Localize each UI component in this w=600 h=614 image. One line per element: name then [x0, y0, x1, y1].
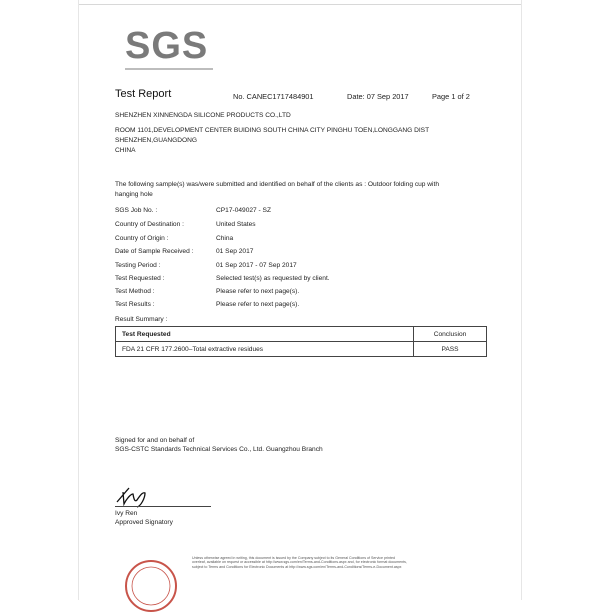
field-value: 01 Sep 2017: [216, 248, 254, 255]
client-address-line1: ROOM 1101,DEVELOPMENT CENTER BUIDING SOUTH CHINA CITY PINGHU TOEN,LONGGANG DIST: [115, 127, 430, 134]
column-header-test: Test Requested: [116, 327, 414, 342]
signature-line: [115, 506, 211, 507]
field-label: Test Method :: [115, 288, 155, 295]
field-label: Test Requested :: [115, 275, 165, 282]
field-value: Selected test(s) as requested by client.: [216, 275, 330, 282]
client-address-line3: CHINA: [115, 147, 136, 154]
footer-line2: overleaf, available on request or accessible at http://www.sgs.com/en/Terms-and-Conditions.aspx and, for electronic format documents,: [192, 560, 407, 565]
field-value: China: [216, 235, 234, 242]
red-seal-stamp: [123, 558, 179, 614]
logo-underline: [125, 68, 213, 70]
signature-graphic: [115, 480, 195, 508]
column-header-conclusion: Conclusion: [414, 327, 487, 342]
field-value: CP17-049027 - SZ: [216, 207, 271, 214]
field-value: Please refer to next page(s).: [216, 288, 300, 295]
field-value: 01 Sep 2017 - 07 Sep 2017: [216, 262, 297, 269]
field-label: SGS Job No. :: [115, 207, 158, 214]
field-label: Date of Sample Received :: [115, 248, 194, 255]
report-number: No. CANEC1717484901: [233, 92, 314, 101]
client-name: SHENZHEN XINNENGDA SILICONE PRODUCTS CO.,LTD: [115, 112, 291, 119]
result-test-cell: FDA 21 CFR 177.2600–Total extractive residues: [116, 342, 414, 357]
report-title: Test Report: [115, 88, 172, 100]
intro-line2: hanging hole: [115, 191, 153, 198]
report-page: [78, 0, 522, 600]
field-label: Testing Period :: [115, 262, 161, 269]
result-summary-heading: Result Summary :: [115, 316, 168, 323]
field-label: Country of Origin :: [115, 235, 169, 242]
footer-line1: Unless otherwise agreed in writing, this document is issued by the Company subject to its General Conditions of Service printed: [192, 556, 395, 560]
signed-on-behalf: Signed for and on behalf of: [115, 437, 195, 444]
field-label: Test Results :: [115, 301, 155, 308]
result-conclusion-cell: PASS: [414, 342, 487, 357]
sgs-logo: [125, 24, 215, 68]
result-table: [115, 326, 487, 357]
intro-line1: The following sample(s) was/were submitted and identified on behalf of the clients as : Outdoor folding cup with: [115, 181, 440, 188]
footer-line3: subject to Terms and Conditions for Electronic Documents at http://www.sgs.com/en/Terms-and-Conditions/Terms-e-Document.aspx: [192, 564, 402, 569]
signatory-name: Ivy Ren: [115, 510, 138, 517]
company-branch: SGS-CSTC Standards Technical Services Co., Ltd. Guangzhou Branch: [115, 446, 323, 453]
page-number: Page 1 of 2: [432, 92, 470, 101]
top-border: [79, 4, 521, 5]
footer-terms: [192, 556, 464, 569]
table-row: [116, 342, 487, 357]
field-value: United States: [216, 221, 256, 228]
table-header-row: [116, 327, 487, 342]
signatory-role: Approved Signatory: [115, 519, 173, 526]
logo-text: SGS: [125, 25, 209, 67]
report-date: Date: 07 Sep 2017: [347, 92, 409, 101]
field-value: Please refer to next page(s).: [216, 301, 300, 308]
client-address-line2: SHENZHEN,GUANGDONG: [115, 137, 198, 144]
field-label: Country of Destination :: [115, 221, 184, 228]
